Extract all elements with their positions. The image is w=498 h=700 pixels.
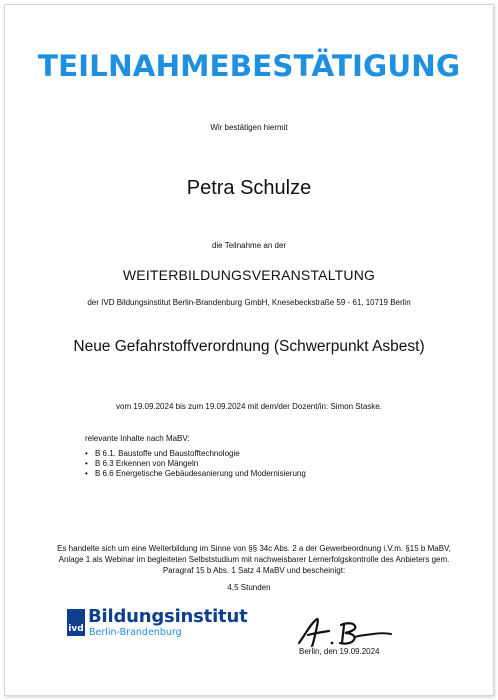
date-line: vom 19.09.2024 bis zum 19.09.2024 mit dem/der Dozent/in: Simon Staske.: [116, 402, 382, 411]
intro-text: Wir bestätigen hiermit: [210, 123, 288, 132]
signature-image: [295, 613, 395, 651]
legal-line: Paragraf 15 b Abs. 1 Satz 4 MaBV und bescheinigt:: [162, 566, 346, 575]
certificate-page: [4, 4, 494, 696]
legal-line: Es handelte sich um eine Weiterbildung im Sinne von §§ 34c Abs. 2 a der Gewerbeordnung i.V.m. §15 b MaBV,: [57, 544, 451, 553]
certificate-title: TEILNAHMEBESTÄTIGUNG: [37, 49, 461, 83]
logo-badge: ivd: [67, 609, 85, 636]
participation-text: die Teilnahme an der: [211, 241, 287, 250]
content-heading: relevante Inhalte nach MaBV:: [85, 434, 190, 443]
list-item: • B 6.1. Baustoffe und Baustofftechnologie: [85, 449, 306, 459]
logo-region: Berlin-Brandenburg: [89, 627, 182, 638]
organizer-address: der IVD Bildungsinstitut Berlin-Brandenburg GmbH, Knesebeckstraße 59 - 61, 10719 Berlin: [87, 298, 411, 307]
ivd-logo: [67, 606, 257, 639]
place-date: Berlin, den 19.09.2024: [299, 647, 380, 656]
event-type: WEITERBILDUNGSVERANSTALTUNG: [122, 267, 376, 283]
content-list: [85, 449, 306, 479]
participant-name: Petra Schulze: [186, 177, 312, 199]
course-title: Neue Gefahrstoffverordnung (Schwerpunkt Asbest): [73, 338, 425, 355]
list-item: • B 6.6 Energetische Gebäudesanierung und Modernisierung: [85, 469, 306, 479]
hours-text: 4,5 Stunden: [227, 583, 271, 592]
logo-name: Bildungsinstitut: [88, 606, 248, 627]
list-item: • B 6.3 Erkennen von Mängeln: [85, 459, 306, 469]
legal-paragraph: [35, 543, 473, 576]
legal-line: Anlage 1 als Webinar im begleiteten Selbststudium mit nachweisbarer Lernerfolgskontrolle des Anbieters gem.: [58, 555, 450, 564]
